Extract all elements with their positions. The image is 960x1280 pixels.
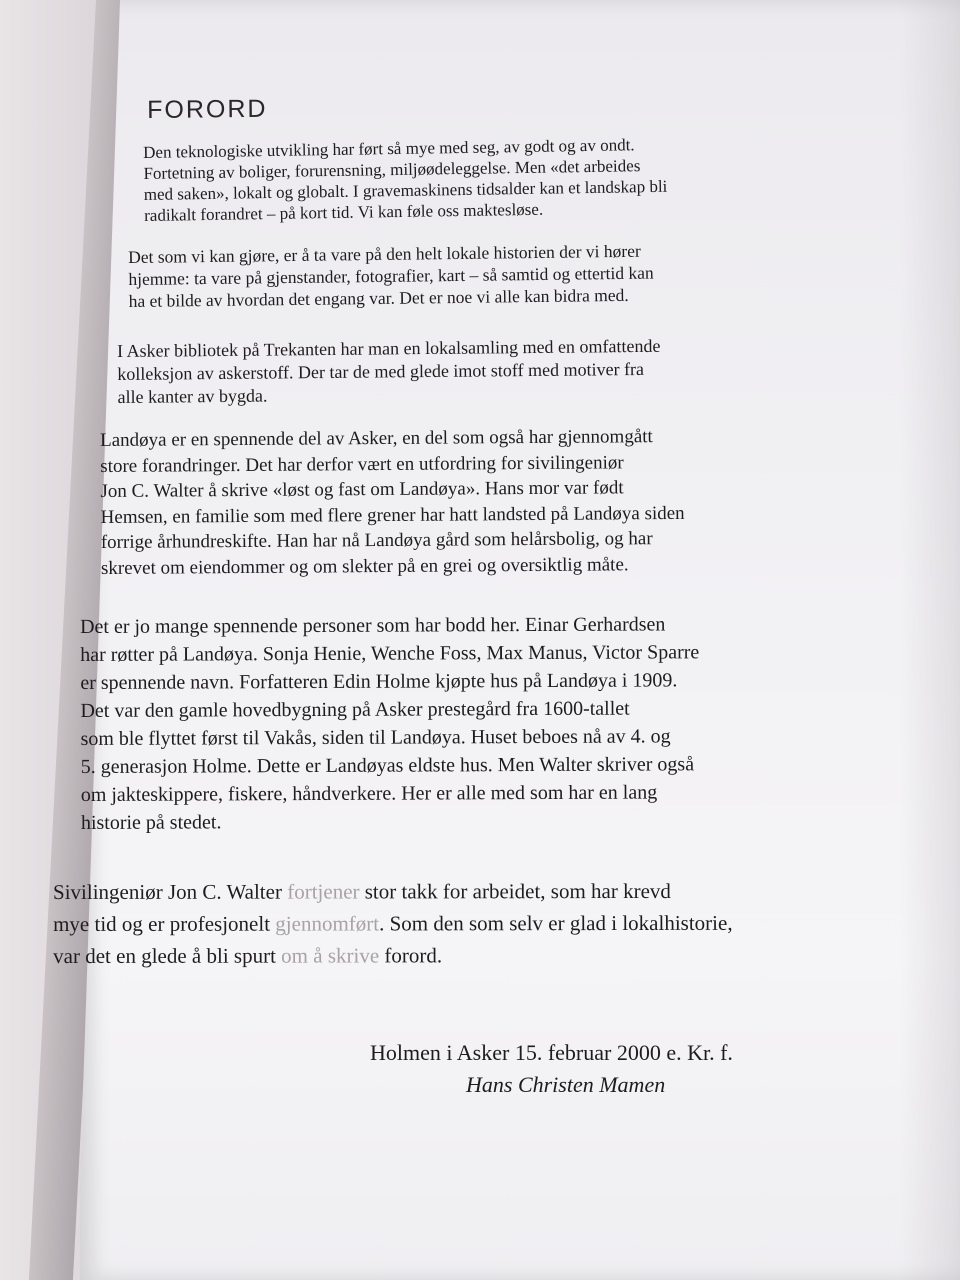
text-line: Det som vi kan gjøre, er å ta vare på den helt lokale historien der vi hører [128, 240, 641, 267]
text-line: forrige århundreskifte. Han har nå Landøya gård som helårsbolig, og har [100, 528, 653, 553]
faded-text-segment: gjennomført [275, 911, 380, 936]
text-line: Det var den gamle hovedbygning på Asker prestegård fra 1600-tallet [80, 697, 630, 722]
text-line: med saken», lokalt og globalt. I gravemaskinens tidsalder kan et landskap bli [143, 176, 668, 204]
text-line: Hemsen, en familie som med flere grener har hatt landsted på Landøya siden [100, 502, 685, 528]
text-line [53, 907, 733, 940]
text-line: Den teknologiske utvikling har ført så mye med seg, av godt og av ondt. [143, 135, 635, 162]
text-segment: mye tid og er profesjonelt [53, 911, 276, 936]
text-line: historie på stedet. [80, 811, 222, 834]
text-line: Fortetning av boliger, forurensning, miljøødeleggelse. Men «det arbeides [143, 156, 641, 183]
text-line [53, 939, 733, 972]
text-segment: . Som den som selv er glad i lokalhistorie, [379, 910, 733, 936]
text-line: hjemme: ta vare på gjenstander, fotografier, kart – så samtid og ettertid kan [128, 262, 654, 289]
text-line: ha et bilde av hvordan det engang var. Det er noe vi alle kan bidra med. [128, 284, 629, 311]
paragraph-1 [143, 134, 668, 226]
text-line: har røtter på Landøya. Sonja Henie, Wenche Foss, Max Manus, Victor Sparre [80, 641, 700, 666]
faded-text-segment: fortjener [287, 879, 360, 904]
text-line: som ble flyttet først til Vakås, siden til Landøya. Huset beboes nå av 4. og [80, 725, 671, 750]
paragraph-4 [100, 424, 685, 581]
place-date: Holmen i Asker 15. februar 2000 e. Kr. f. [370, 1040, 733, 1065]
text-line: Jon C. Walter å skrive «løst og fast om Landøya». Hans mor var født [100, 477, 624, 502]
text-line: 5. generasjon Holme. Dette er Landøyas eldste hus. Men Walter skriver også [80, 753, 695, 778]
text-line: skrevet om eiendommer og om slekter på en grei og oversiktlig måte. [100, 553, 629, 579]
text-line: Landøya er en spennende del av Asker, en del som også har gjennomgått [100, 426, 653, 451]
text-line: radikalt forandret – på kort tid. Vi kan føle oss maktesløse. [144, 199, 544, 225]
text-segment: stor takk for arbeidet, som har krevd [359, 878, 671, 904]
faded-text-segment: om å skrive [281, 943, 380, 968]
signature-block [370, 1037, 733, 1101]
text-line: I Asker bibliotek på Trekanten har man en lokalsamling med en omfattende [117, 335, 661, 361]
text-line: kolleksjon av askerstoff. Der tar de med glede imot stoff med motiver fra [117, 358, 645, 384]
paragraph-3 [117, 335, 661, 409]
text-line: alle kanter av bygda. [117, 385, 268, 407]
page-title: FORORD [147, 94, 268, 124]
author-name: Hans Christen Mamen [466, 1072, 666, 1097]
text-line: er spennende navn. Forfatteren Edin Holme kjøpte hus på Landøya i 1909. [80, 669, 678, 694]
paragraph-2 [128, 240, 654, 312]
paragraph-6 [53, 875, 733, 972]
text-line [53, 875, 733, 908]
text-line: om jakteskippere, fiskere, håndverkere. Her er alle med som har en lang [80, 781, 658, 806]
text-line: store forandringer. Det har derfor vært en utfordring for sivilingeniør [100, 451, 624, 477]
text-segment: var det en glede å bli spurt [53, 943, 282, 968]
text-line: Det er jo mange spennende personer som har bodd her. Einar Gerhardsen [80, 613, 666, 638]
text-segment: forord. [379, 943, 443, 968]
text-segment: Sivilingeniør Jon C. Walter [53, 879, 288, 904]
paragraph-5 [80, 610, 700, 837]
